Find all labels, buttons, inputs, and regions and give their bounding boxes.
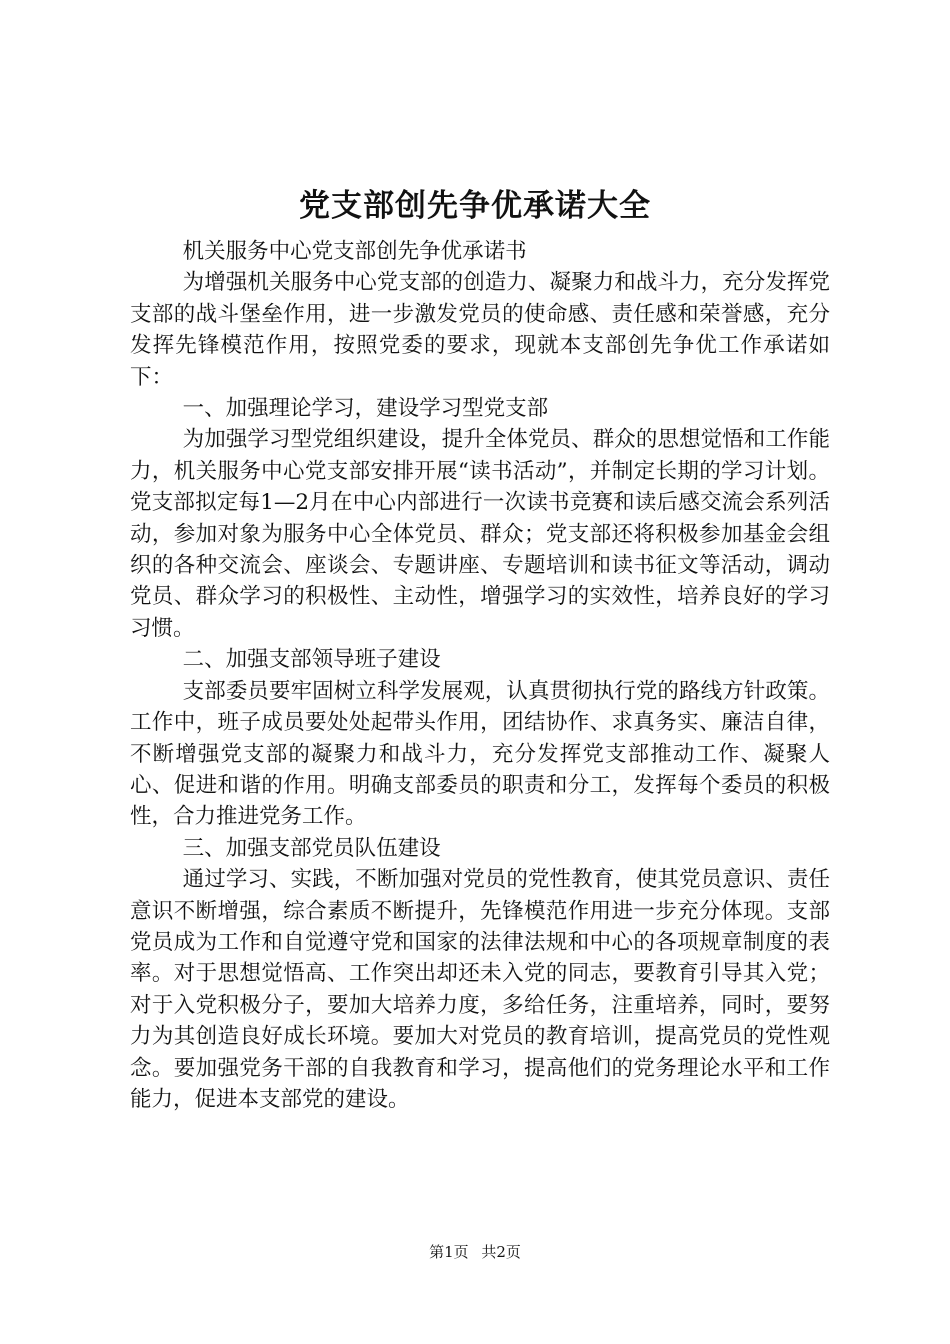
paragraph-section-1: 为加强学习型党组织建设，提升全体党员、群众的思想觉悟和工作能力，机关服务中心党支部安排开展“读书活动”，并制定长期的学习计划。党支部拟定每1—2月在中心内部进行一次读书竞赛和读后感交流会系列活动，参加对象为服务中心全体党员、群众；党支部还将积极参加基金会组织的各种交流会、座谈会、专题讲座、专题培训和读书征文等活动，调动党员、群众学习的积极性、主动性，增强学习的实效性，培养良好的学习习惯。 xyxy=(130,427,830,641)
paragraph-intro: 为增强机关服务中心党支部的创造力、凝聚力和战斗力，充分发挥党支部的战斗堡垒作用，进一步激发党员的使命感、责任感和荣誉感，充分发挥先锋模范作用，按照党委的要求，现就本支部创先争优工作承诺如下： xyxy=(130,270,830,390)
page-number: 第1页 xyxy=(429,1243,469,1261)
paragraph-section-2: 支部委员要牢固树立科学发展观，认真贯彻执行党的路线方针政策。工作中，班子成员要处处起带头作用，团结协作、求真务实、廉洁自律，不断增强党支部的凝聚力和战斗力，充分发挥党支部推动工作、凝聚人心、促进和谐的作用。明确支部委员的职责和分工，发挥每个委员的积极性，合力推进党务工作。 xyxy=(130,678,830,830)
document-body xyxy=(130,236,830,1115)
section-heading-3: 三、加强支部党员队伍建设 xyxy=(182,835,441,861)
page-footer xyxy=(0,1241,950,1263)
document-title: 党支部创先争优承诺大全 xyxy=(299,188,651,224)
page-total: 共2页 xyxy=(481,1243,521,1261)
paragraph-section-3: 通过学习、实践，不断加强对党员的党性教育，使其党员意识、责任意识不断增强，综合素质不断提升，先锋模范作用进一步充分体现。支部党员成为工作和自觉遵守党和国家的法律法规和中心的各项规章制度的表率。对于思想觉悟高、工作突出却还未入党的同志，要教育引导其入党；对于入党积极分子，要加大培养力度，多给任务，注重培养，同时，要努力为其创造良好成长环境。要加大对党员的教育培训，提高党员的党性观念。要加强党务干部的自我教育和学习，提高他们的党务理论水平和工作能力，促进本支部党的建设。 xyxy=(130,867,830,1112)
section-heading-1: 一、加强理论学习，建设学习型党支部 xyxy=(182,396,549,422)
section-heading-2: 二、加强支部领导班子建设 xyxy=(182,647,441,673)
paragraph-subtitle: 机关服务中心党支部创先争优承诺书 xyxy=(182,239,527,264)
